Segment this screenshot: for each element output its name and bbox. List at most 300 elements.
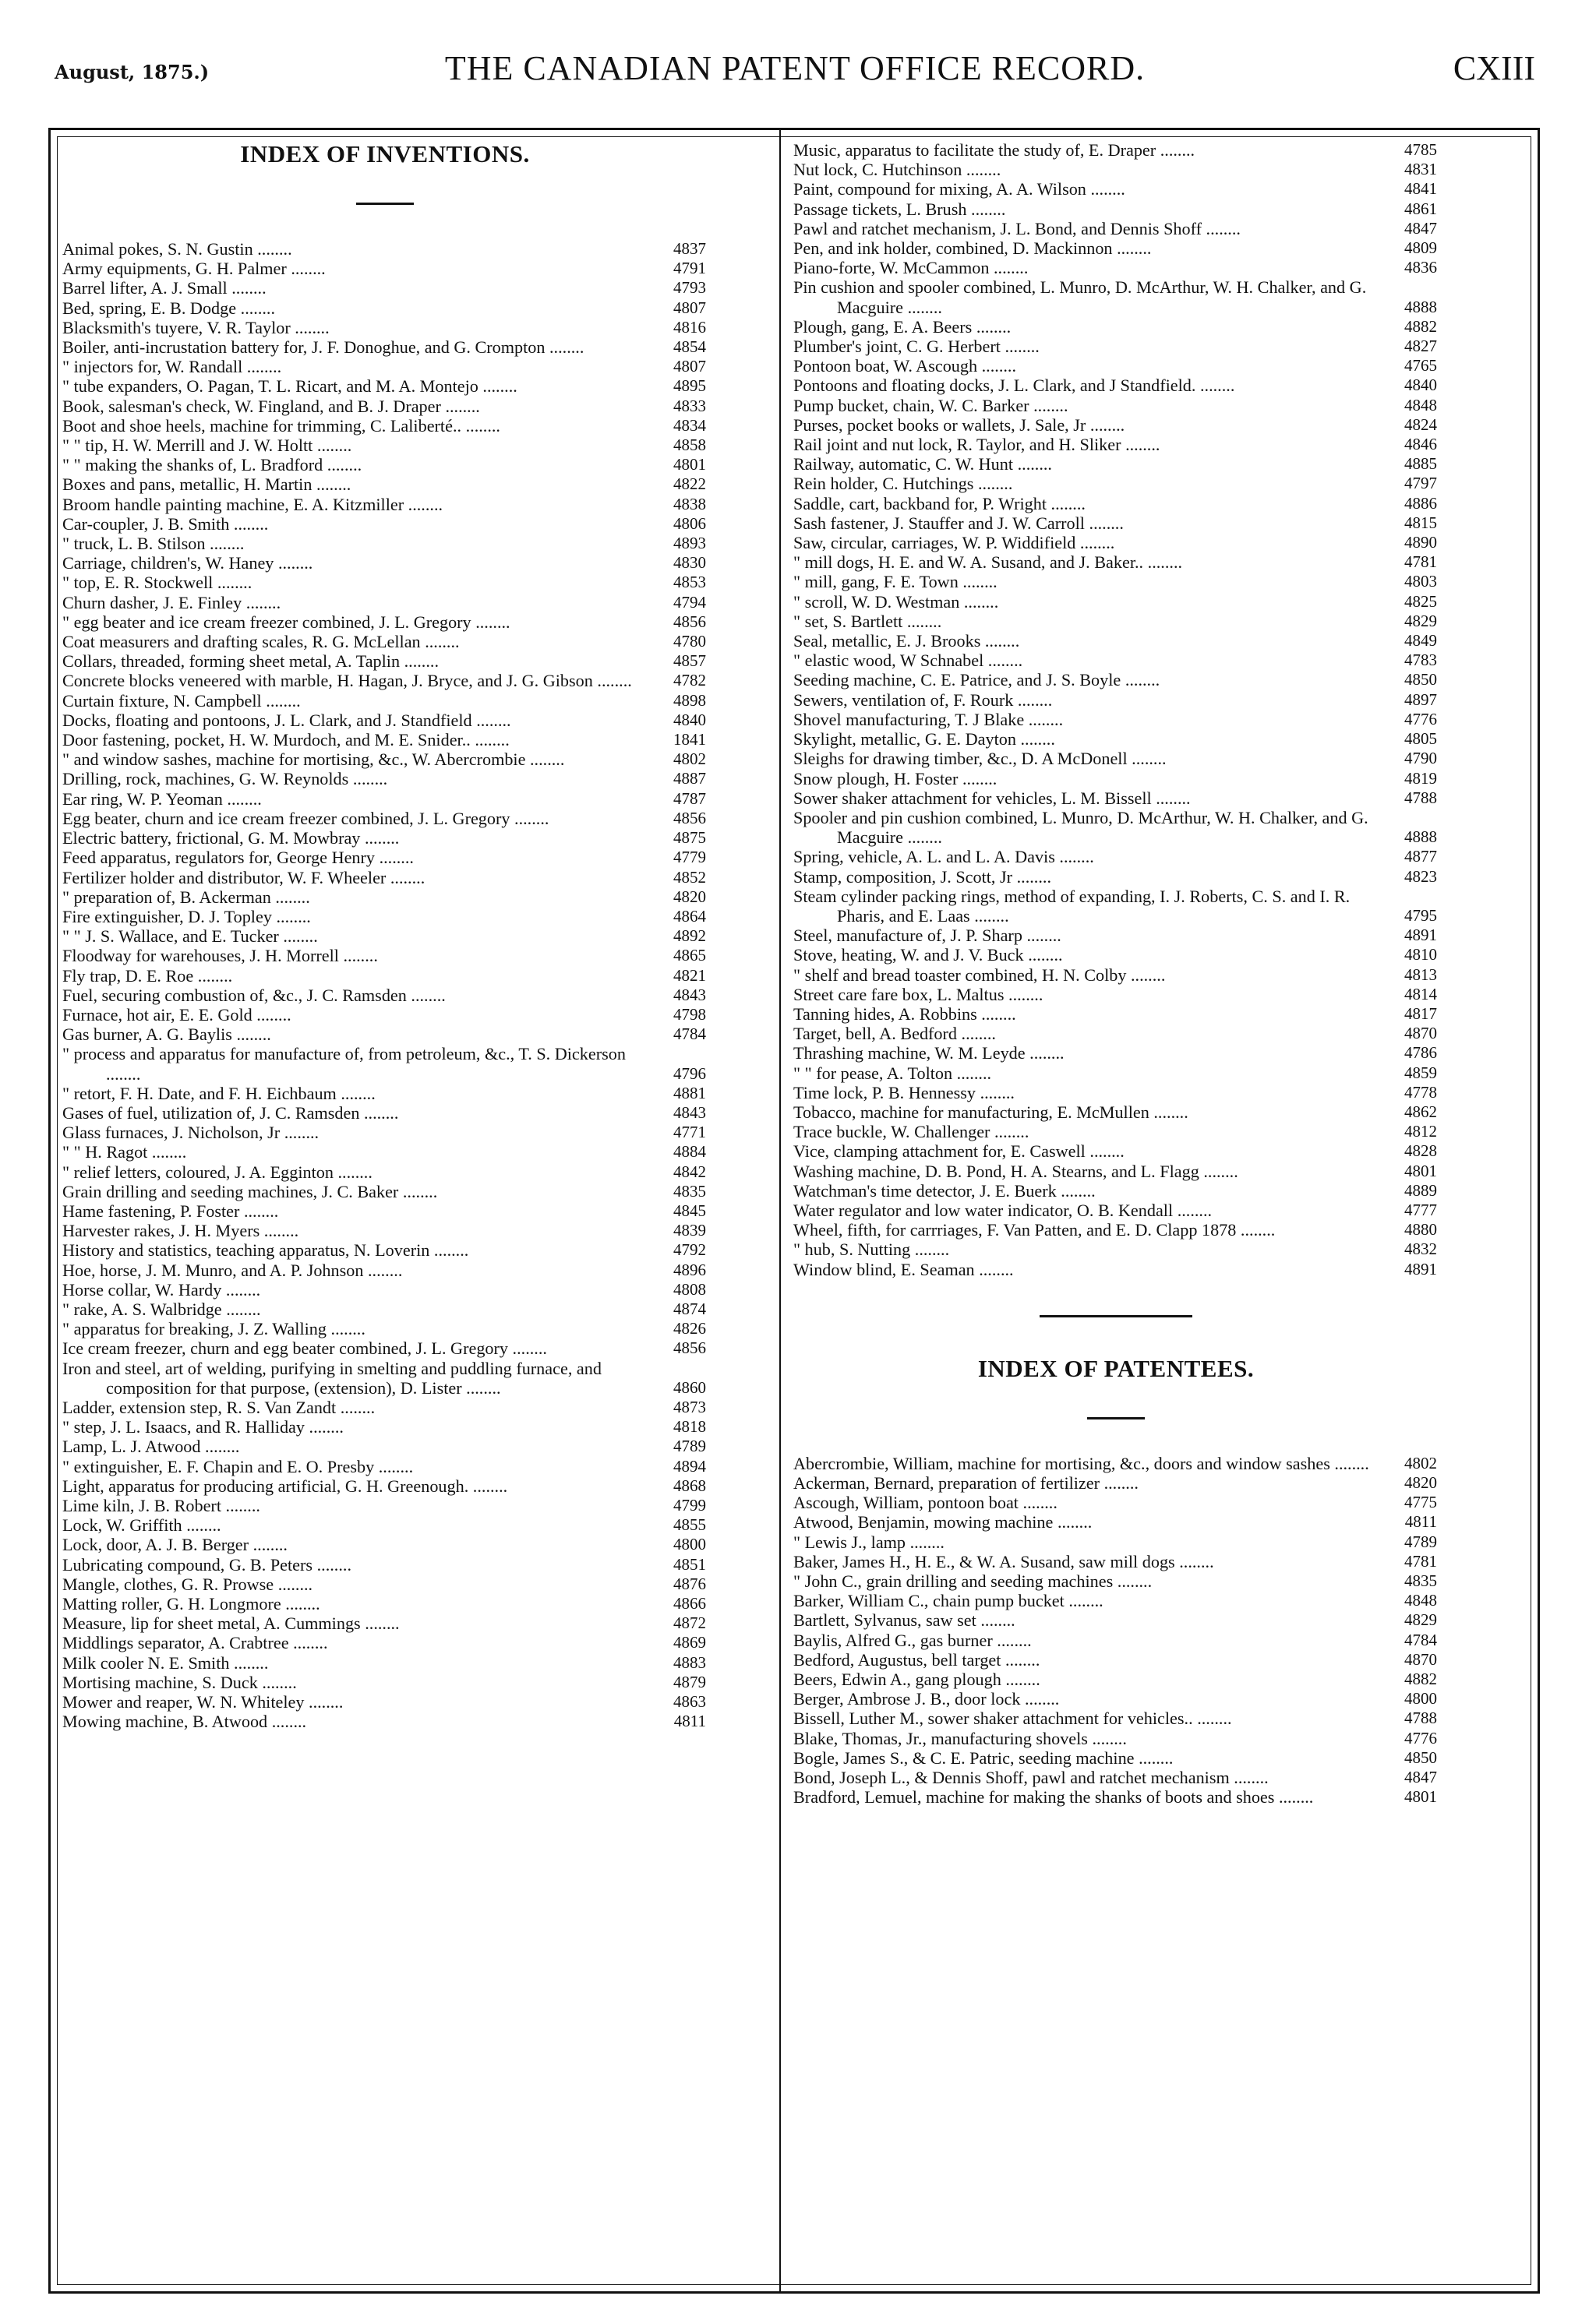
leader-dots: ........	[333, 1162, 373, 1182]
patent-number: 4807	[673, 357, 706, 376]
entry-text: Egg beater, churn and ice cream freezer combined, J. L. Gregory	[62, 808, 510, 828]
index-entry	[62, 671, 708, 690]
entry-text: Target, bell, A. Bedford	[793, 1024, 957, 1044]
index-entry	[62, 1300, 708, 1319]
index-entry	[793, 769, 1439, 788]
patent-number: 4801	[1404, 1787, 1437, 1807]
leader-dots: ........	[903, 297, 942, 317]
entry-text: Stove, heating, W. and J. V. Buck	[793, 945, 1024, 965]
index-entry	[793, 140, 1439, 160]
index-entry	[793, 1512, 1439, 1532]
entry-text: " preparation of, B. Ackerman	[62, 887, 271, 907]
patent-number: 4776	[1404, 709, 1437, 728]
leader-dots: ........	[386, 867, 425, 887]
leader-dots: ........	[239, 1201, 279, 1221]
entry-text: Bradford, Lemuel, machine for making the shanks of boots and shoes	[793, 1787, 1275, 1807]
patent-number: 4798	[673, 1004, 706, 1024]
leader-dots: ........	[222, 788, 262, 809]
patent-number: 4891	[1404, 1259, 1437, 1278]
patent-number: 4843	[673, 1102, 706, 1122]
patent-number: 4789	[1404, 1532, 1437, 1551]
entry-text: Middlings separator, A. Crabtree	[62, 1633, 289, 1653]
leader-dots: ........	[902, 611, 942, 631]
index-entry	[62, 1496, 708, 1515]
index-entry	[793, 1004, 1439, 1024]
patent-number: 4775	[1404, 1493, 1437, 1512]
entry-text: Ice cream freezer, churn and egg beater combined, J. L. Gregory	[62, 1338, 508, 1359]
index-entry	[793, 533, 1439, 552]
leader-dots: ........	[1199, 1161, 1238, 1181]
patent-number: 4854	[673, 337, 706, 357]
index-entry	[62, 986, 708, 1005]
index-entry	[793, 435, 1439, 454]
patent-number: 4856	[673, 808, 706, 827]
entry-text: Animal pokes, S. N. Gustin	[62, 239, 253, 259]
leader-dots: ........	[1012, 866, 1051, 887]
index-entry	[793, 1552, 1439, 1571]
leader-dots: ........	[312, 1554, 351, 1575]
patent-number: 4807	[673, 298, 706, 317]
leader-dots: ........	[461, 415, 500, 436]
entry-text: Boxes and pans, metallic, H. Martin	[62, 474, 312, 495]
patent-number: 4827	[1404, 337, 1437, 356]
entry-text: " hub, S. Nutting	[793, 1240, 911, 1260]
patent-number: 4815	[1404, 513, 1437, 532]
entry-text: Lock, W. Griffith	[62, 1515, 182, 1536]
leader-dots: ........	[1143, 552, 1183, 573]
leader-dots: ........	[249, 1535, 288, 1555]
patent-number: 4790	[1404, 749, 1437, 768]
patent-number: 4864	[673, 906, 706, 926]
entry-text: Matting roller, G. H. Longmore	[62, 1594, 281, 1614]
leader-dots: ........	[304, 1692, 344, 1712]
patent-number: 4810	[1404, 945, 1437, 965]
leader-dots: ........	[910, 1240, 950, 1260]
index-entry	[62, 907, 708, 926]
entry-text: Bartlett, Sylvanus, saw set	[793, 1610, 976, 1631]
index-entry	[793, 454, 1439, 474]
leader-dots: ........	[213, 573, 252, 593]
entry-text: Broom handle painting machine, E. A. Kitzmiller	[62, 494, 404, 514]
index-entry	[62, 1555, 708, 1575]
patent-number: 4843	[673, 985, 706, 1004]
index-entry	[793, 1532, 1439, 1552]
entry-text: Sleighs for drawing timber, &c., D. A McDonell	[793, 749, 1128, 769]
leader-dots: ........	[406, 985, 446, 1005]
leader-dots: ........	[1100, 1472, 1139, 1493]
patent-number: 4848	[1404, 1591, 1437, 1610]
index-entry	[793, 808, 1439, 847]
index-entry	[62, 1673, 708, 1692]
entry-text: " relief letters, coloured, J. A. Egginton	[62, 1162, 334, 1182]
index-entry	[793, 317, 1439, 337]
patent-number: 4889	[1404, 1180, 1437, 1200]
index-entry	[793, 749, 1439, 768]
leader-dots: ........	[1013, 454, 1052, 474]
leader-dots: ........	[1112, 238, 1152, 259]
leader-dots: ........	[304, 1417, 344, 1437]
leader-dots: ........	[274, 553, 313, 573]
patent-number: 4837	[673, 239, 706, 258]
entry-text: Spooler and pin cushion combined, L. Munro, D. McArthur, W. H. Chalker, and G. Macguire	[793, 807, 1368, 848]
leader-dots: ........	[182, 1515, 221, 1536]
patent-number: 4783	[1404, 651, 1437, 670]
index-entry	[793, 1162, 1439, 1181]
entry-text: Bed, spring, E. B. Dodge	[62, 298, 237, 318]
index-entry	[62, 651, 708, 671]
entry-text: " set, S. Bartlett	[793, 611, 903, 631]
patent-number: 4792	[673, 1240, 706, 1260]
index-entry	[62, 1633, 708, 1652]
index-entry	[793, 670, 1439, 689]
entry-text: Time lock, P. B. Hennessy	[793, 1082, 976, 1102]
entry-text: Shovel manufacturing, T. J Blake	[793, 709, 1025, 729]
patent-number: 4788	[1404, 1709, 1437, 1728]
leader-dots: ........	[1149, 1102, 1188, 1122]
patent-number: 4780	[673, 632, 706, 651]
patent-number: 4876	[673, 1574, 706, 1593]
leader-dots: ........	[1025, 1043, 1065, 1063]
entry-text: " " H. Ragot	[62, 1142, 148, 1162]
entry-text: Electric battery, frictional, G. M. Mowbray	[62, 828, 361, 848]
leader-dots: ........	[363, 1260, 403, 1280]
patent-number: 4896	[673, 1260, 706, 1279]
leader-dots: ........	[278, 926, 318, 947]
leader-dots: ........	[1192, 1709, 1232, 1729]
entry-text: Gases of fuel, utilization of, J. C. Ramsden	[62, 1102, 360, 1123]
leader-dots: ........	[257, 1672, 297, 1692]
leader-dots: ........	[1022, 926, 1061, 946]
leader-dots: ........	[205, 534, 245, 554]
patent-number: 4839	[673, 1221, 706, 1240]
leader-dots: ........	[1001, 1649, 1040, 1670]
entry-text: Fly trap, D. E. Roe	[62, 965, 194, 986]
patent-number: 4787	[673, 788, 706, 808]
leader-dots: ........	[375, 848, 414, 868]
entry-text: Mowing machine, B. Atwood	[62, 1712, 268, 1732]
index-entry	[62, 691, 708, 711]
entry-text: " " for pease, A. Tolton	[793, 1063, 953, 1083]
leader-dots: ........	[200, 1437, 240, 1457]
leader-dots: ........	[1029, 395, 1068, 415]
patent-number: 4784	[673, 1024, 706, 1044]
index-entry	[62, 278, 708, 298]
entry-text: Iron and steel, art of welding, purifying in smelting and puddling furnace, and composition for that purpose, (extension), D. Lister	[62, 1358, 602, 1398]
leader-dots: ........	[229, 1652, 269, 1673]
patent-number: 4784	[1404, 1630, 1437, 1649]
leader-dots: ........	[966, 199, 1006, 219]
index-entry	[62, 612, 708, 632]
leader-dots: ........	[592, 671, 632, 691]
entry-text: Bedford, Augustus, bell target	[793, 1649, 1001, 1670]
leader-dots: ........	[290, 317, 330, 337]
patent-number: 4882	[1404, 316, 1437, 336]
patent-number: 4865	[673, 946, 706, 965]
index-entry	[793, 1181, 1439, 1201]
index-entry	[62, 1103, 708, 1123]
leader-dots: ........	[274, 1574, 313, 1594]
patent-number: 4870	[1404, 1649, 1437, 1669]
leader-dots: ........	[1121, 435, 1160, 455]
patent-number: 4819	[1404, 768, 1437, 788]
index-entry	[62, 1398, 708, 1417]
entry-text: Ascough, William, pontoon boat	[793, 1493, 1019, 1513]
patent-number: 4777	[1404, 1200, 1437, 1219]
index-entry	[793, 1768, 1439, 1787]
leader-dots: ........	[1013, 689, 1053, 710]
entry-text: Car-coupler, J. B. Smith	[62, 513, 230, 534]
leader-dots: ........	[1053, 1512, 1093, 1532]
patentees-title: INDEX OF PATENTEES.	[977, 1354, 1255, 1382]
entry-text: Army equipments, G. H. Palmer	[62, 259, 287, 279]
patent-number: 4895	[673, 376, 706, 396]
index-entry	[62, 946, 708, 965]
leader-dots: ........	[508, 1338, 547, 1359]
index-entry	[62, 1692, 708, 1712]
entry-text: Furnace, hot air, E. E. Gold	[62, 1004, 252, 1024]
leader-dots: ........	[429, 1240, 469, 1261]
entry-text: Bond, Joseph L., & Dennis Shoff, pawl and ratchet mechanism	[793, 1768, 1230, 1788]
entry-text: Bissell, Luther M., sower shaker attachment for vehicles..	[793, 1709, 1193, 1729]
index-entry	[62, 1338, 708, 1358]
patent-number: 4856	[673, 612, 706, 631]
entry-text: Saw, circular, carriages, W. P. Widdifield	[793, 533, 1076, 553]
index-entry	[62, 769, 708, 788]
leader-dots: ........	[973, 474, 1013, 494]
page-number: CXIII	[1453, 49, 1535, 87]
entry-text: Barrel lifter, A. J. Small	[62, 278, 228, 298]
index-entry	[62, 1221, 708, 1240]
index-entry	[793, 690, 1439, 710]
entry-text: Passage tickets, L. Brush	[793, 199, 967, 219]
leader-dots: ........	[1086, 179, 1125, 199]
index-entry	[62, 1123, 708, 1142]
leader-dots: ........	[312, 436, 352, 456]
patent-number: 1841	[673, 730, 706, 749]
index-entry	[62, 397, 708, 416]
index-entry	[793, 415, 1439, 435]
entry-text: Lime kiln, J. B. Robert	[62, 1496, 221, 1515]
leader-dots: ........	[976, 1003, 1016, 1024]
index-entry	[793, 926, 1439, 945]
index-entry	[793, 1454, 1439, 1473]
leader-dots: ........	[231, 1024, 271, 1045]
index-entry	[793, 1141, 1439, 1161]
patent-number: 4886	[1404, 493, 1437, 513]
patent-number: 4796	[673, 1063, 706, 1083]
entry-text: " rake, A. S. Walbridge	[62, 1299, 222, 1319]
patent-number: 4857	[673, 651, 706, 671]
leader-dots: ........	[270, 887, 310, 907]
index-entry	[62, 828, 708, 848]
index-entry	[62, 1084, 708, 1103]
entry-text: Seeding machine, C. E. Patrice, and J. S. Boyle	[793, 670, 1121, 690]
patent-number: 4851	[673, 1554, 706, 1574]
entry-text: Atwood, Benjamin, mowing machine	[793, 1512, 1054, 1532]
patent-number: 4862	[1404, 1102, 1437, 1121]
leader-dots: ........	[962, 160, 1001, 180]
leader-dots: ........	[1084, 513, 1124, 533]
leader-dots: ........	[1113, 1571, 1153, 1591]
leader-dots: ........	[106, 1063, 141, 1084]
entry-text: Ladder, extension step, R. S. Van Zandt	[62, 1397, 337, 1417]
patent-number: 4797	[1404, 474, 1437, 493]
patent-number: 4776	[1404, 1728, 1437, 1747]
index-entry	[793, 887, 1439, 926]
leader-dots: ........	[281, 1594, 320, 1614]
index-entry	[62, 632, 708, 651]
patent-number: 4835	[1404, 1571, 1437, 1590]
entry-text: Milk cooler N. E. Smith	[62, 1652, 230, 1673]
leader-dots: ........	[906, 1532, 945, 1552]
patent-number: 4885	[1404, 454, 1437, 474]
leader-dots: ........	[977, 356, 1016, 376]
index-entry	[62, 926, 708, 946]
leader-dots: ........	[267, 1712, 307, 1732]
leader-dots: ........	[1020, 1689, 1060, 1709]
leader-dots: ........	[280, 1123, 320, 1143]
leader-dots: ........	[221, 1299, 261, 1319]
entry-text: " mill dogs, H. E. and W. A. Susand, and J. Baker..	[793, 552, 1144, 573]
index-entry	[793, 238, 1439, 258]
leader-dots: ........	[969, 905, 1009, 926]
leader-dots: ........	[1075, 533, 1115, 553]
leader-dots: ........	[236, 298, 276, 318]
index-entry	[62, 553, 708, 573]
entry-text: Sower shaker attachment for vehicles, L. M. Bissell	[793, 788, 1152, 808]
index-entry	[793, 788, 1439, 808]
entry-text: Sash fastener, J. Stauffer and J. W. Carroll	[793, 513, 1085, 533]
leader-dots: ........	[348, 769, 388, 789]
entry-text: Trace buckle, W. Challenger	[793, 1122, 990, 1142]
leader-dots: ........	[992, 1630, 1032, 1650]
leader-dots: ........	[221, 1496, 260, 1515]
inventions-list-right	[793, 140, 1439, 1279]
entry-text: " " tip, H. W. Merrill and J. W. Holtt	[62, 436, 313, 456]
index-entry	[793, 396, 1439, 415]
leader-dots: ........	[1195, 376, 1235, 396]
patent-number: 4817	[1404, 1003, 1437, 1023]
patent-number: 4801	[673, 455, 706, 474]
leader-dots: ........	[972, 316, 1012, 337]
entry-text: Plumber's joint, C. G. Herbert	[793, 337, 1001, 357]
index-entry	[793, 513, 1439, 533]
index-entry	[793, 631, 1439, 651]
patent-number: 4809	[1404, 238, 1437, 258]
leader-dots: ........	[1056, 1180, 1096, 1201]
leader-dots: ........	[1236, 1220, 1276, 1240]
leader-dots: ........	[400, 651, 439, 672]
index-entry	[793, 965, 1439, 985]
index-entry	[62, 1162, 708, 1182]
leader-dots: ........	[974, 1259, 1014, 1279]
patent-number: 4820	[1404, 1472, 1437, 1492]
patent-number: 4870	[1404, 1024, 1437, 1043]
entry-text: Baylis, Alfred G., gas burner	[793, 1630, 993, 1650]
entry-text: Baker, James H., H. E., & W. A. Susand, saw mill dogs	[793, 1551, 1175, 1571]
leader-dots: ........	[1151, 788, 1191, 808]
index-entry	[62, 1575, 708, 1594]
leader-dots: ........	[286, 259, 326, 279]
patent-number: 4880	[1404, 1220, 1437, 1240]
patent-number: 4882	[1404, 1670, 1437, 1689]
patent-number: 4786	[1404, 1043, 1437, 1063]
leader-dots: ........	[959, 591, 999, 612]
leader-dots: ........	[260, 1221, 299, 1241]
patentees-list	[793, 1454, 1439, 1807]
entry-text: Steel, manufacture of, J. P. Sharp	[793, 926, 1022, 946]
entry-text: Mower and reaper, W. N. Whiteley	[62, 1692, 305, 1712]
entry-text: Fertilizer holder and distributor, W. F. Wheeler	[62, 867, 387, 887]
patent-number: 4840	[673, 710, 706, 729]
leader-dots: ........	[990, 1122, 1029, 1142]
leader-dots: ........	[1085, 1141, 1125, 1162]
leader-dots: ........	[338, 946, 378, 966]
index-entry	[62, 789, 708, 809]
patent-number: 4765	[1404, 356, 1437, 376]
index-entry	[793, 1201, 1439, 1220]
leader-dots: ........	[478, 376, 517, 397]
entry-text: Street care fare box, L. Maltus	[793, 984, 1005, 1004]
issue-date: August, 1875.)	[55, 61, 210, 83]
index-entry	[793, 1670, 1439, 1689]
page-header	[55, 48, 1535, 95]
leader-dots: ........	[398, 1181, 438, 1201]
entry-text: Railway, automatic, C. W. Hunt	[793, 454, 1014, 474]
index-entry	[793, 1689, 1439, 1709]
leader-dots: ........	[976, 1082, 1015, 1102]
entry-text: Pawl and ratchet mechanism, J. L. Bond, and Dennis Shoff	[793, 218, 1202, 238]
index-entry	[62, 1613, 708, 1633]
index-entry	[793, 1220, 1439, 1240]
patent-number: 4892	[673, 926, 706, 946]
entry-text: Purses, pocket books or wallets, J. Sale, Jr	[793, 414, 1086, 435]
leader-dots: ........	[952, 1063, 992, 1083]
leader-dots: ........	[958, 572, 998, 592]
index-entry	[62, 259, 708, 278]
patent-number: 4814	[1404, 984, 1437, 1003]
entry-text: Tanning hides, A. Robbins	[793, 1003, 977, 1024]
patent-number: 4853	[673, 573, 706, 592]
entry-text: Grain drilling and seeding machines, J. C. Baker	[62, 1181, 399, 1201]
entry-text: " truck, L. B. Stilson	[62, 534, 206, 554]
patent-number: 4884	[673, 1142, 706, 1162]
entry-text: Pump bucket, chain, W. C. Barker	[793, 395, 1029, 415]
index-entry	[793, 1729, 1439, 1748]
patent-number: 4842	[673, 1162, 706, 1181]
index-entry	[62, 514, 708, 534]
index-entry	[793, 1493, 1439, 1512]
index-entry	[793, 1083, 1439, 1102]
index-entry	[793, 1650, 1439, 1670]
entry-text: " top, E. R. Stockwell	[62, 573, 214, 593]
leader-dots: ........	[227, 278, 267, 298]
entry-text: Hame fastening, P. Foster	[62, 1201, 240, 1221]
patent-number: 4795	[1404, 905, 1437, 925]
index-entry	[793, 356, 1439, 376]
entry-text: Paint, compound for mixing, A. A. Wilson	[793, 179, 1086, 199]
leader-dots: ........	[147, 1142, 187, 1162]
entry-text: " scroll, W. D. Westman	[793, 591, 960, 612]
entry-text: " elastic wood, W Schnabel	[793, 651, 984, 671]
index-entry	[62, 436, 708, 455]
patent-number: 4872	[673, 1613, 706, 1633]
leader-dots: ........	[1134, 1747, 1174, 1768]
entry-text: Watchman's time detector, J. E. Buerk	[793, 1180, 1057, 1201]
index-entry	[793, 160, 1439, 179]
entry-text: Lamp, L. J. Atwood	[62, 1437, 201, 1457]
patent-number: 4800	[673, 1535, 706, 1554]
